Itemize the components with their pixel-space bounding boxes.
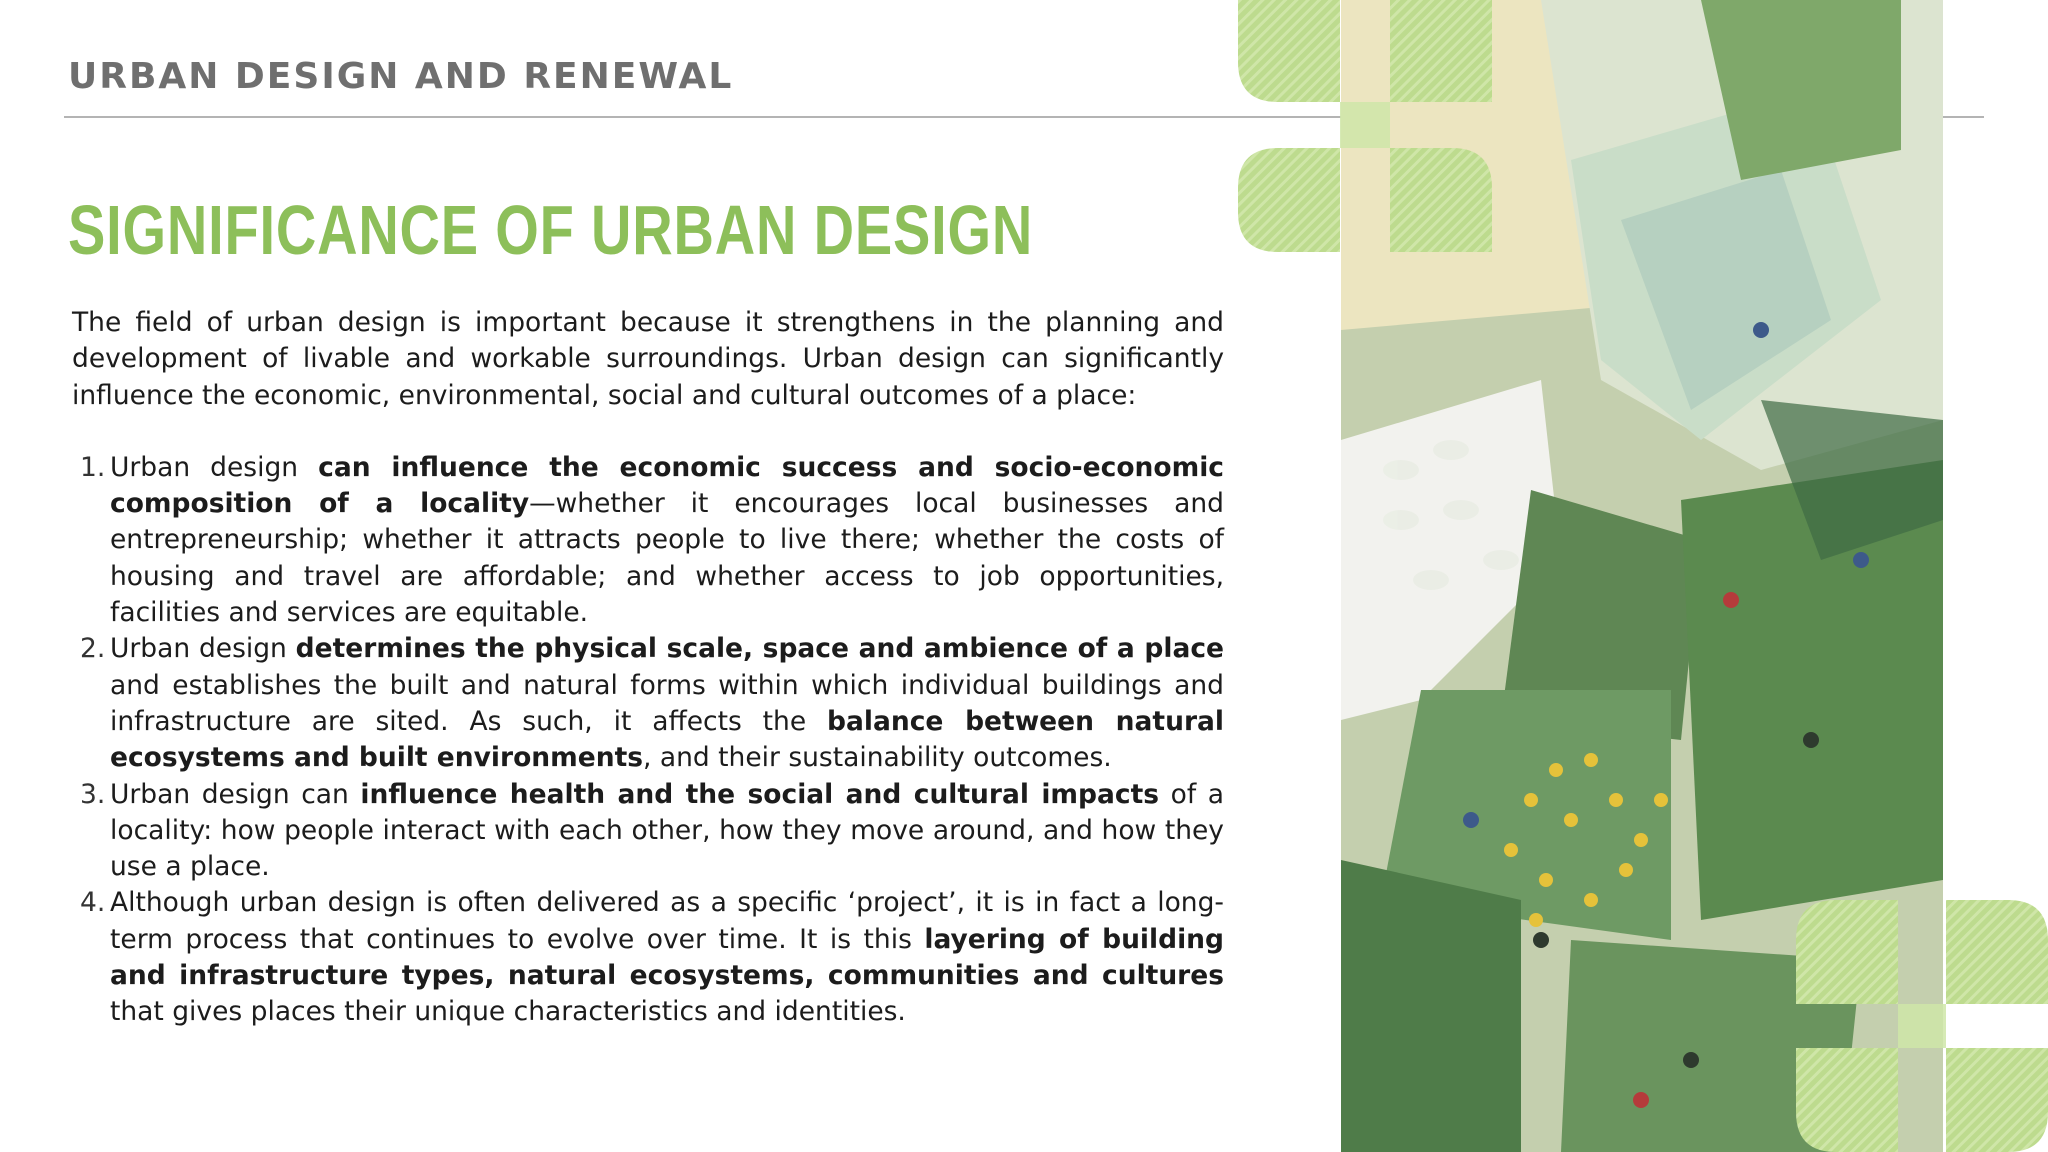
emphasis-text: influence health and the social and cultural impacts xyxy=(360,778,1160,810)
list-item xyxy=(72,631,1224,776)
list-item-text: , and their sustainability outcomes. xyxy=(643,742,1112,774)
decorative-leaf-top xyxy=(1238,0,1492,252)
list-item-text: —whether it encourages local businesses and entrepreneurship; whether it attracts people to live there; whether the costs of housing and travel are affordable; and whether access to job opportunities, facilities and services are equitable. xyxy=(110,488,1224,629)
list-item-number: 1. xyxy=(80,451,106,483)
emphasis-text: layering of building and infrastructure types, natural ecosystems, communities and cultures xyxy=(110,923,1224,992)
significance-list xyxy=(72,450,1224,1031)
list-item-text: Urban design can xyxy=(110,778,361,810)
list-item-number: 4. xyxy=(80,887,106,919)
list-item-text: Although urban design is often delivered as a specific ‘project’, it is in fact a long-term process that continues to evolve over time. It is this xyxy=(110,887,1224,955)
emphasis-text: determines the physical scale, space and ambience of a place xyxy=(295,633,1225,665)
list-item xyxy=(72,885,1224,1030)
intro-paragraph: The field of urban design is important because it strengthens in the planning and development of livable and workable surroundings. Urban design can significantly influence the economic, environmental, social and cultural outcomes of a place: xyxy=(72,307,1224,411)
list-item xyxy=(72,777,1224,886)
list-item-text: that gives places their unique characteristics and identities. xyxy=(110,996,906,1028)
list-item-number: 3. xyxy=(80,778,106,810)
list-item xyxy=(72,450,1224,631)
header-divider-right xyxy=(1940,116,1984,118)
emphasis-text: balance between natural ecosystems and built environments xyxy=(110,705,1224,774)
body-content xyxy=(72,305,1224,1031)
list-item-text: of a locality: how people interact with each other, how they move around, and how they use a place. xyxy=(110,778,1224,883)
emphasis-text: can influence the economic success and socio-economic composition of a locality xyxy=(110,451,1224,520)
list-item-text: and establishes the built and natural forms within which individual buildings and infrastructure are sited. As such, it affects the xyxy=(110,669,1224,737)
list-item-text: Urban design xyxy=(110,633,296,665)
decorative-leaf-bottom xyxy=(1796,900,2048,1152)
section-header-title: URBAN DESIGN AND RENEWAL xyxy=(68,56,734,97)
list-item-number: 2. xyxy=(80,633,106,665)
list-item-text: Urban design xyxy=(110,451,319,483)
header-divider xyxy=(64,116,1342,118)
slide-title: SIGNIFICANCE OF URBAN DESIGN xyxy=(68,191,1034,269)
